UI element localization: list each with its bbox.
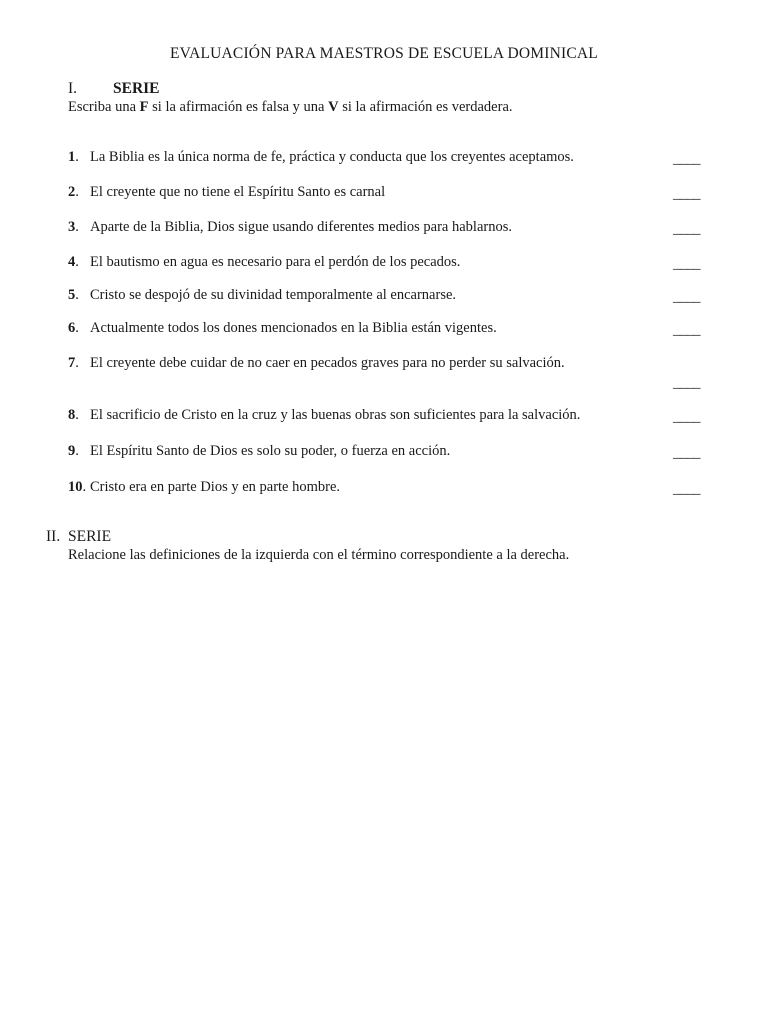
- question-item: [68, 219, 700, 236]
- question-number: 8.: [68, 407, 79, 423]
- answer-blank[interactable]: ____: [673, 481, 700, 497]
- section-1-instruction: [68, 99, 513, 116]
- question-text: Cristo se despojó de su divinidad temporalmente al encarnarse.: [90, 287, 457, 303]
- answer-blank[interactable]: ____: [673, 186, 700, 202]
- question-text: Aparte de la Biblia, Dios sigue usando diferentes medios para hablarnos.: [90, 219, 512, 235]
- section-2-heading: [46, 528, 111, 546]
- answer-blank[interactable]: ____: [673, 409, 700, 425]
- question-number: 5.: [68, 287, 79, 303]
- question-text: El bautismo en agua es necesario para el perdón de los pecados.: [90, 254, 461, 270]
- question-number: 1.: [68, 149, 79, 165]
- instruction-f: F: [139, 99, 149, 115]
- question-item: [68, 184, 700, 201]
- question-text: La Biblia es la única norma de fe, práctica y conducta que los creyentes aceptamos.: [90, 149, 574, 165]
- section-2-number: II.: [46, 528, 61, 545]
- question-item: [68, 320, 700, 337]
- section-2-instruction: Relacione las definiciones de la izquierda con el término correspondiente a la derecha.: [68, 547, 570, 563]
- question-item: [68, 407, 700, 424]
- question-number: 4.: [68, 254, 79, 270]
- question-number: 6.: [68, 320, 79, 336]
- section-1-label: SERIE: [113, 80, 160, 97]
- answer-blank[interactable]: ____: [673, 151, 700, 167]
- instruction-text: si la afirmación es falsa y una: [148, 99, 329, 115]
- question-item: [68, 443, 700, 460]
- question-text: Cristo era en parte Dios y en parte hombre.: [90, 479, 341, 495]
- instruction-text: Escriba una: [68, 99, 140, 115]
- question-item: [68, 479, 700, 496]
- answer-blank[interactable]: ____: [673, 256, 700, 272]
- question-text: El creyente que no tiene el Espíritu Santo es carnal: [90, 184, 386, 200]
- question-number: 7.: [68, 355, 79, 371]
- answer-blank[interactable]: ____: [673, 322, 700, 338]
- question-number: 9.: [68, 443, 79, 459]
- question-item: [68, 149, 700, 166]
- answer-blank[interactable]: ____: [673, 221, 700, 237]
- question-text: El sacrificio de Cristo en la cruz y las buenas obras son suficientes para la salvación.: [90, 407, 581, 423]
- question-text: Actualmente todos los dones mencionados en la Biblia están vigentes.: [90, 320, 497, 336]
- instruction-text: si la afirmación es verdadera.: [338, 99, 513, 115]
- instruction-v: V: [328, 99, 339, 115]
- question-item: [68, 287, 700, 304]
- question-item: [68, 254, 700, 271]
- answer-blank[interactable]: ____: [673, 375, 700, 391]
- section-1-heading: [68, 80, 160, 98]
- section-2-label: SERIE: [68, 528, 112, 545]
- document-title: EVALUACIÓN PARA MAESTROS DE ESCUELA DOMINICAL: [170, 45, 598, 62]
- question-text: El creyente debe cuidar de no caer en pecados graves para no perder su salvación.: [90, 355, 565, 371]
- answer-blank[interactable]: ____: [673, 445, 700, 461]
- question-item: [68, 355, 700, 391]
- question-number: 10.: [68, 479, 87, 495]
- question-number: 3.: [68, 219, 79, 235]
- section-1-number: I.: [68, 80, 78, 97]
- question-number: 2.: [68, 184, 79, 200]
- answer-blank[interactable]: ____: [673, 289, 700, 305]
- question-text: El Espíritu Santo de Dios es solo su poder, o fuerza en acción.: [90, 443, 451, 459]
